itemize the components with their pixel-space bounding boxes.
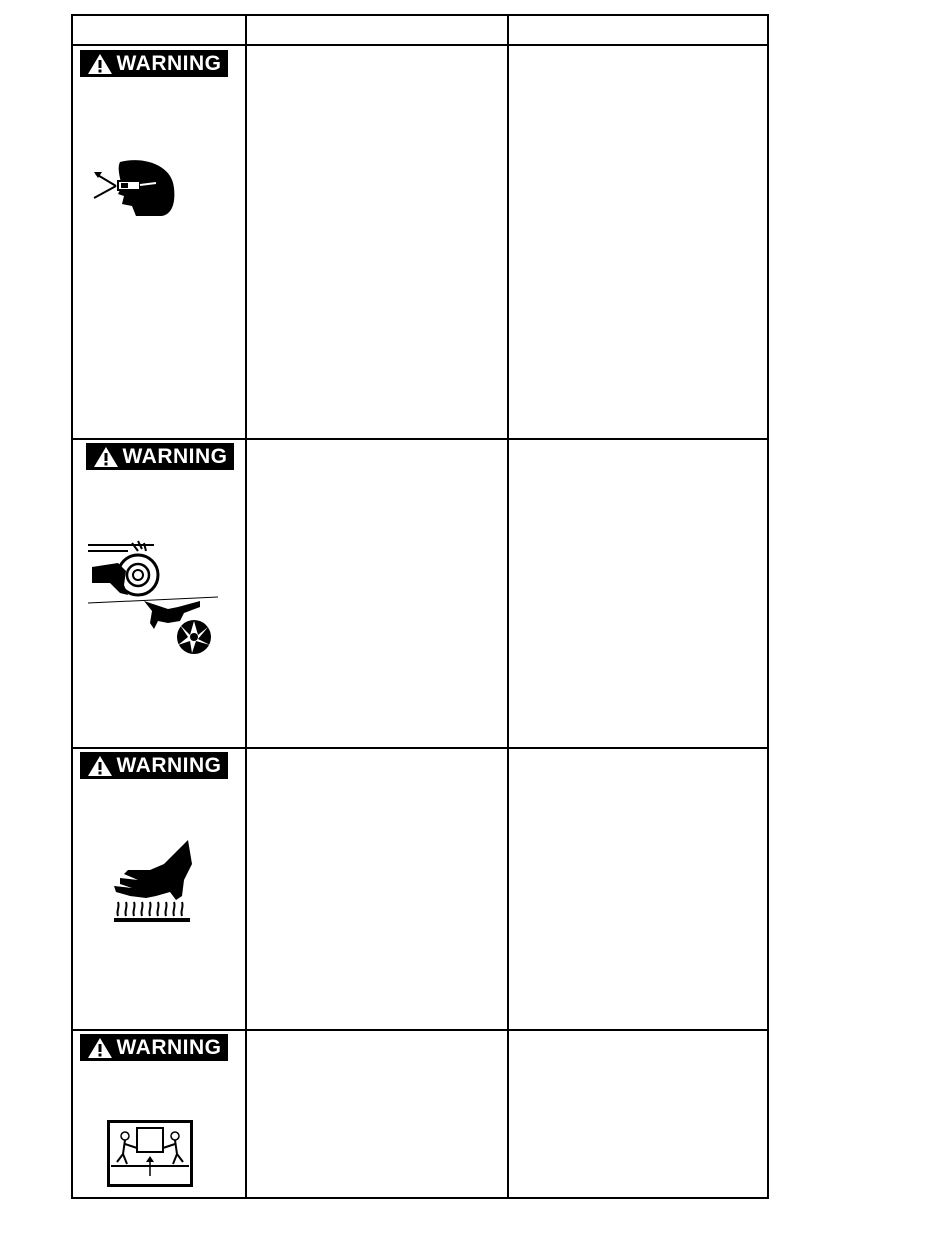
hazard-text xyxy=(250,752,504,1024)
eye-protection-icon xyxy=(92,160,184,220)
warning-badge xyxy=(80,50,228,77)
warning-label: WARNING xyxy=(116,1035,222,1059)
row-divider-3 xyxy=(71,1029,769,1031)
table-border-top xyxy=(71,14,769,16)
table-border-right xyxy=(767,14,769,1199)
warning-triangle-icon xyxy=(87,53,113,75)
prevention-text xyxy=(512,443,764,743)
header-cell-2 xyxy=(248,17,506,43)
hazard-text xyxy=(250,1034,504,1194)
rotating-parts-icon xyxy=(88,537,220,657)
header-cell-3 xyxy=(510,17,766,43)
prevention-text xyxy=(512,752,764,1024)
two-person-lift-icon xyxy=(107,1120,193,1188)
column-divider-1 xyxy=(245,14,247,1199)
prevention-text xyxy=(512,50,764,430)
hot-surface-icon xyxy=(112,840,194,924)
warning-triangle-icon xyxy=(87,755,113,777)
row-divider-1 xyxy=(71,438,769,440)
table-border-bottom xyxy=(71,1197,769,1199)
warning-badge xyxy=(80,752,228,779)
warning-triangle-icon xyxy=(87,1037,113,1059)
hazard-text xyxy=(250,50,504,430)
warning-label: WARNING xyxy=(116,753,222,777)
header-cell-1 xyxy=(74,17,244,43)
warning-triangle-icon xyxy=(93,446,119,468)
warning-badge xyxy=(86,443,234,470)
warning-label: WARNING xyxy=(122,444,228,468)
header-divider xyxy=(71,44,769,46)
column-divider-2 xyxy=(507,14,509,1199)
table-border-left xyxy=(71,14,73,1199)
row-divider-2 xyxy=(71,747,769,749)
hazard-text xyxy=(250,443,504,743)
warning-label: WARNING xyxy=(116,51,222,75)
warning-badge xyxy=(80,1034,228,1061)
prevention-text xyxy=(512,1034,764,1194)
